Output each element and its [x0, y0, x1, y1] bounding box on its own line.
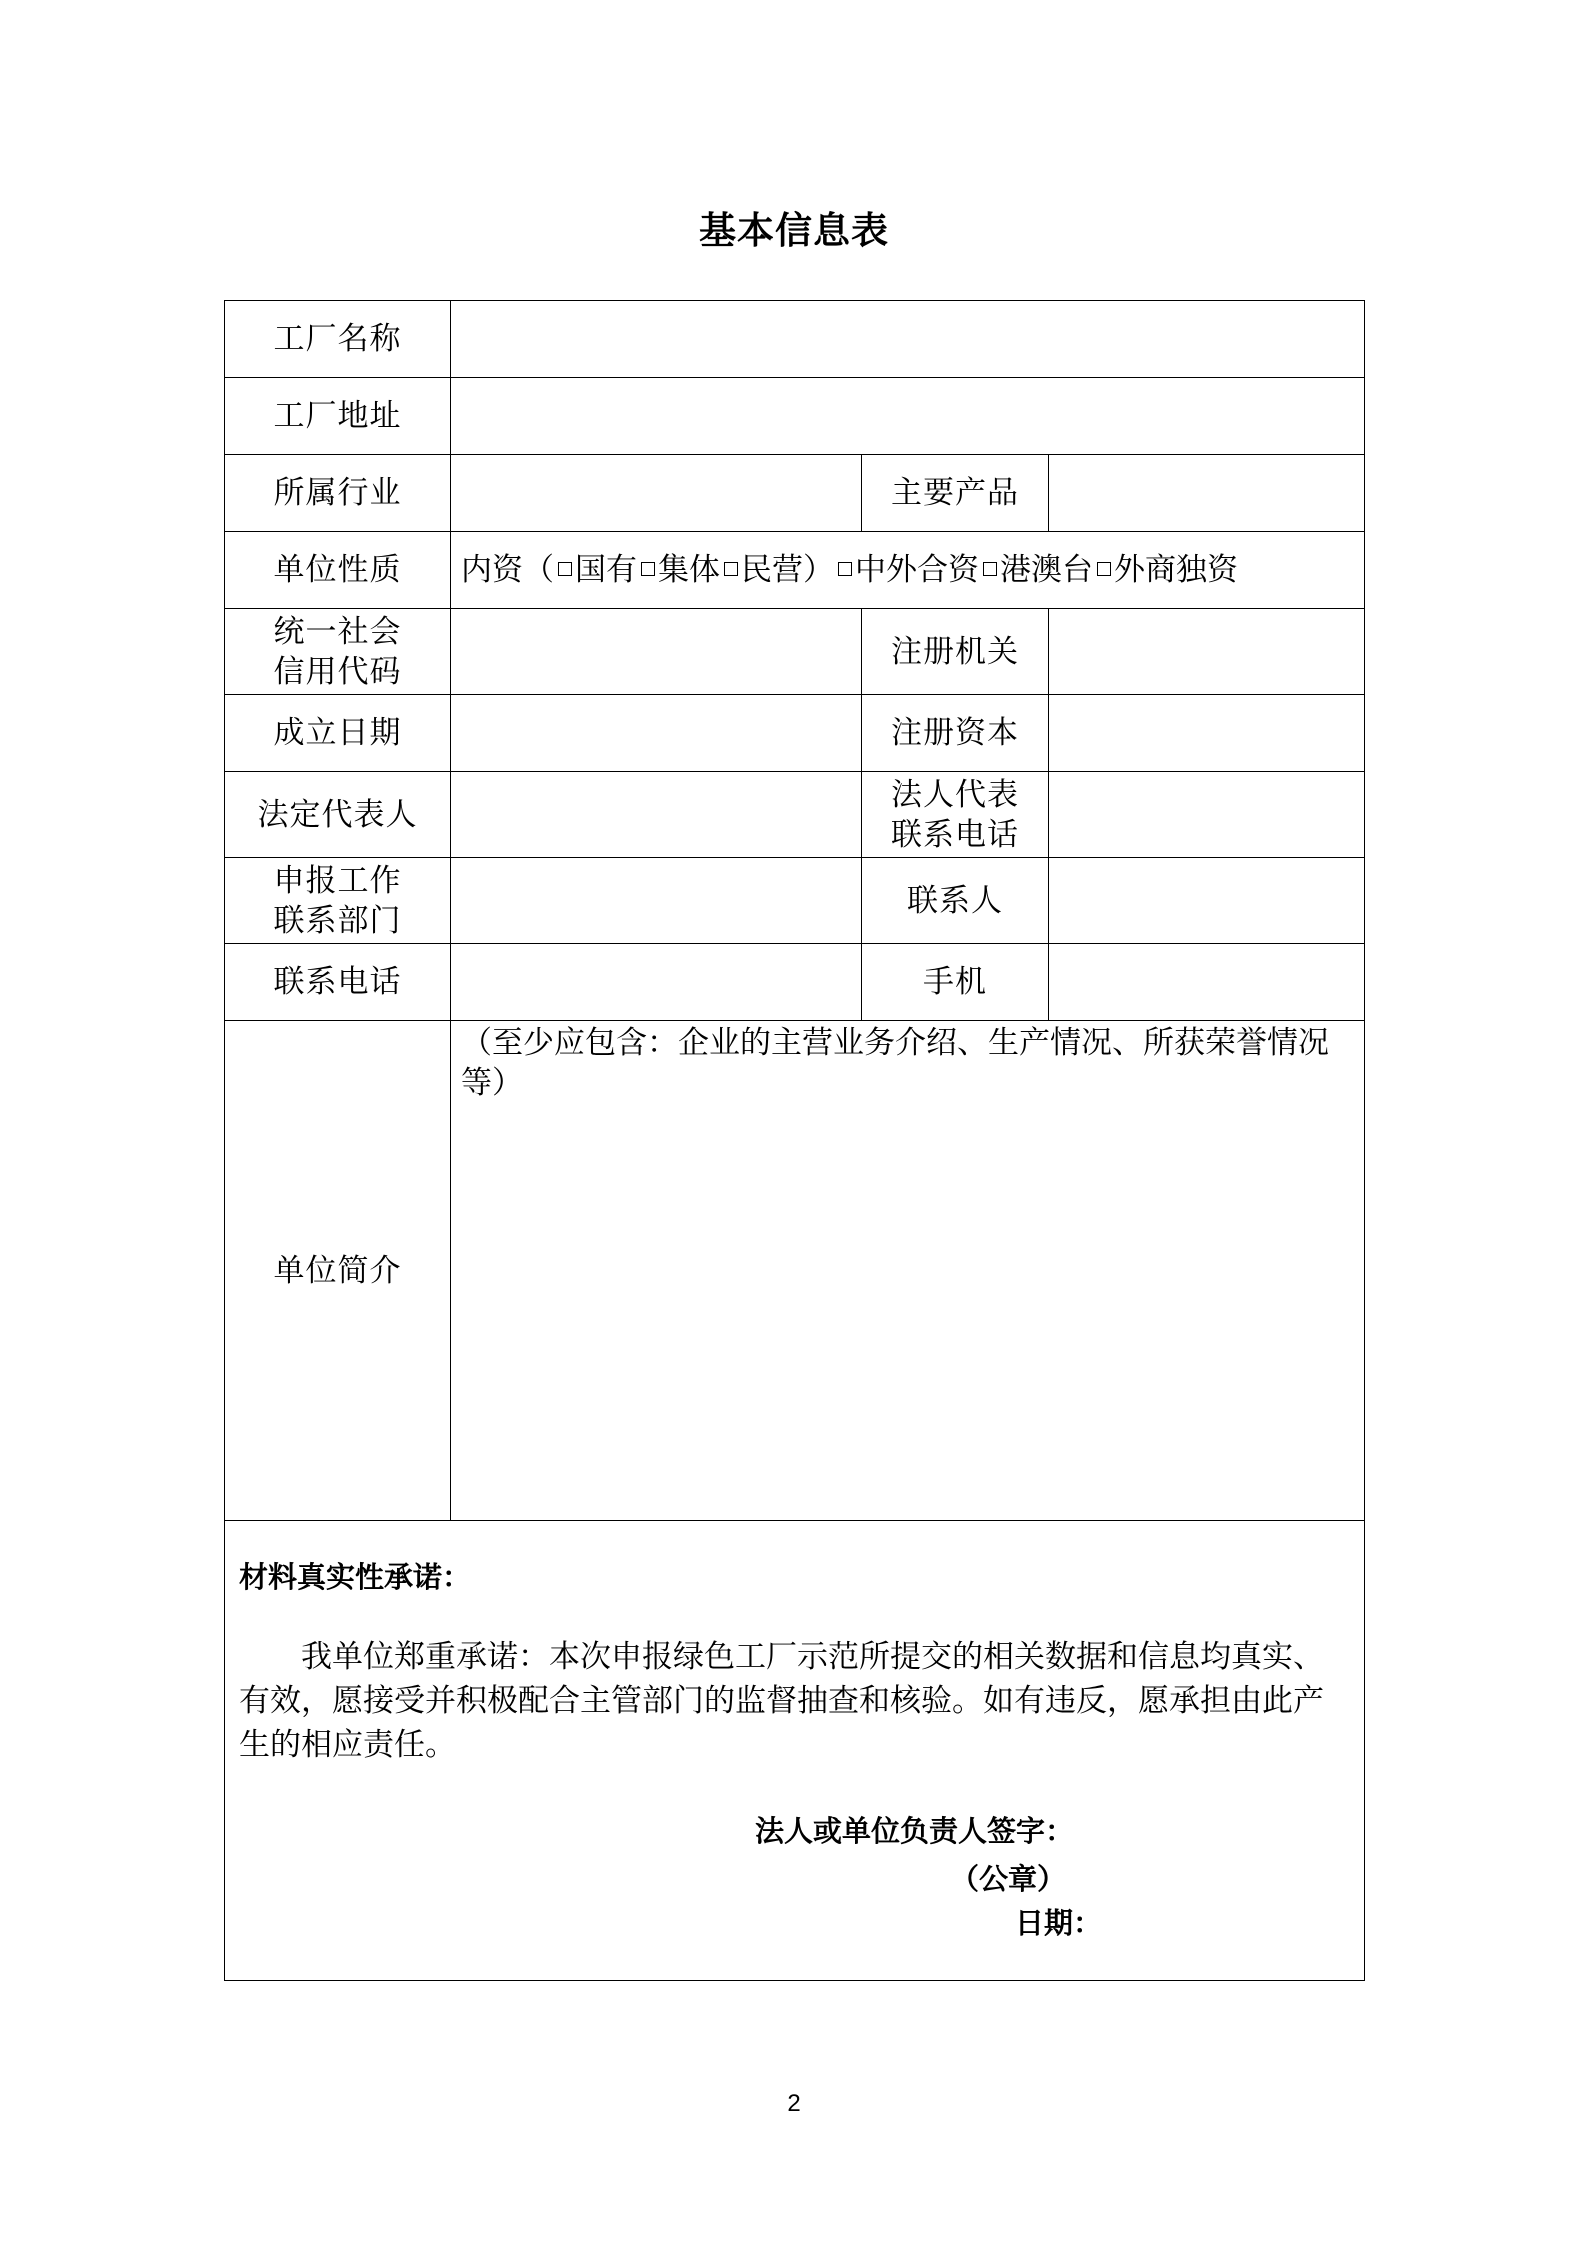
- checkbox-foreign-sole[interactable]: [1097, 562, 1111, 576]
- checkbox-sino-foreign[interactable]: [838, 562, 852, 576]
- industry-field[interactable]: [451, 455, 862, 532]
- option-sino-foreign: 中外合资: [855, 552, 979, 588]
- checkbox-collective[interactable]: [641, 562, 655, 576]
- registered-capital-field[interactable]: [1049, 695, 1365, 772]
- option-state-owned: 国有: [575, 552, 637, 588]
- promise-text: 我单位郑重承诺：本次申报绿色工厂示范所提交的相关数据和信息均真实、有效，愿接受并积极配合主管部门的监督抽查和核验。如有违反，愿承担由此产生的相应责任。: [239, 1639, 1324, 1763]
- checkbox-state-owned[interactable]: [558, 562, 572, 576]
- row-intro: [225, 1021, 1365, 1521]
- row-unit-nature: [225, 532, 1365, 609]
- unit-nature-label: 单位性质: [225, 532, 451, 609]
- mobile-field[interactable]: [1049, 944, 1365, 1021]
- credit-code-label-line1: 统一社会: [273, 613, 402, 650]
- legal-rep-field[interactable]: [451, 772, 862, 858]
- option-foreign-sole: 外商独资: [1114, 552, 1238, 588]
- legal-rep-label: 法定代表人: [225, 772, 451, 858]
- row-contact-dept: [225, 858, 1365, 944]
- industry-label: 所属行业: [225, 455, 451, 532]
- row-industry: [225, 455, 1365, 532]
- contact-person-label: 联系人: [862, 858, 1049, 944]
- credit-code-label-line2: 信用代码: [273, 653, 402, 690]
- contact-person-field[interactable]: [1049, 858, 1365, 944]
- option-hk-macao-tw: 港澳台: [1000, 552, 1093, 588]
- registration-authority-field[interactable]: [1049, 609, 1365, 695]
- intro-label: 单位简介: [225, 1021, 451, 1521]
- intro-note: （至少应包含：企业的主营业务介绍、生产情况、所获荣誉情况等）: [461, 1025, 1329, 1101]
- credit-code-label: [225, 609, 451, 695]
- row-contact-phone: [225, 944, 1365, 1021]
- established-date-label: 成立日期: [225, 695, 451, 772]
- row-legal-rep: [225, 772, 1365, 858]
- option-collective: 集体: [658, 552, 720, 588]
- factory-address-field[interactable]: [451, 378, 1365, 455]
- main-product-label: 主要产品: [862, 455, 1049, 532]
- legal-rep-phone-label-line1: 法人代表: [891, 776, 1019, 813]
- row-established-date: [225, 695, 1365, 772]
- contact-phone-label: 联系电话: [225, 944, 451, 1021]
- registration-authority-label: 注册机关: [862, 609, 1049, 695]
- seal-label: （公章）: [950, 1862, 1067, 1896]
- legal-rep-phone-field[interactable]: [1049, 772, 1365, 858]
- registered-capital-label: 注册资本: [862, 695, 1049, 772]
- intro-field[interactable]: [451, 1021, 1365, 1521]
- page-title: 基本信息表: [699, 209, 889, 252]
- factory-name-field[interactable]: [451, 301, 1365, 378]
- promise-heading: 材料真实性承诺：: [239, 1560, 472, 1594]
- contact-dept-label-line1: 申报工作: [273, 862, 402, 899]
- date-label: 日期：: [1015, 1906, 1103, 1940]
- option-domestic-open: 内资（: [461, 552, 554, 588]
- page-number: 2: [787, 2090, 801, 2117]
- legal-rep-phone-label: [862, 772, 1049, 858]
- row-credit-code: [225, 609, 1365, 695]
- unit-nature-options: [451, 532, 1365, 609]
- basic-info-table: [224, 300, 1365, 1981]
- factory-address-label: 工厂地址: [225, 378, 451, 455]
- row-promise: [225, 1521, 1365, 1981]
- factory-name-label: 工厂名称: [225, 301, 451, 378]
- contact-dept-label: [225, 858, 451, 944]
- signature-label: 法人或单位负责人签字：: [755, 1814, 1075, 1848]
- established-date-field[interactable]: [451, 695, 862, 772]
- contact-phone-field[interactable]: [451, 944, 862, 1021]
- option-private-close: 民营）: [741, 552, 834, 588]
- main-product-field[interactable]: [1049, 455, 1365, 532]
- promise-section: [225, 1521, 1365, 1981]
- row-factory-address: [225, 378, 1365, 455]
- mobile-label: 手机: [862, 944, 1049, 1021]
- contact-dept-field[interactable]: [451, 858, 862, 944]
- checkbox-hk-macao-tw[interactable]: [983, 562, 997, 576]
- checkbox-private[interactable]: [724, 562, 738, 576]
- legal-rep-phone-label-line2: 联系电话: [891, 816, 1019, 853]
- contact-dept-label-line2: 联系部门: [273, 902, 402, 939]
- credit-code-field[interactable]: [451, 609, 862, 695]
- row-factory-name: [225, 301, 1365, 378]
